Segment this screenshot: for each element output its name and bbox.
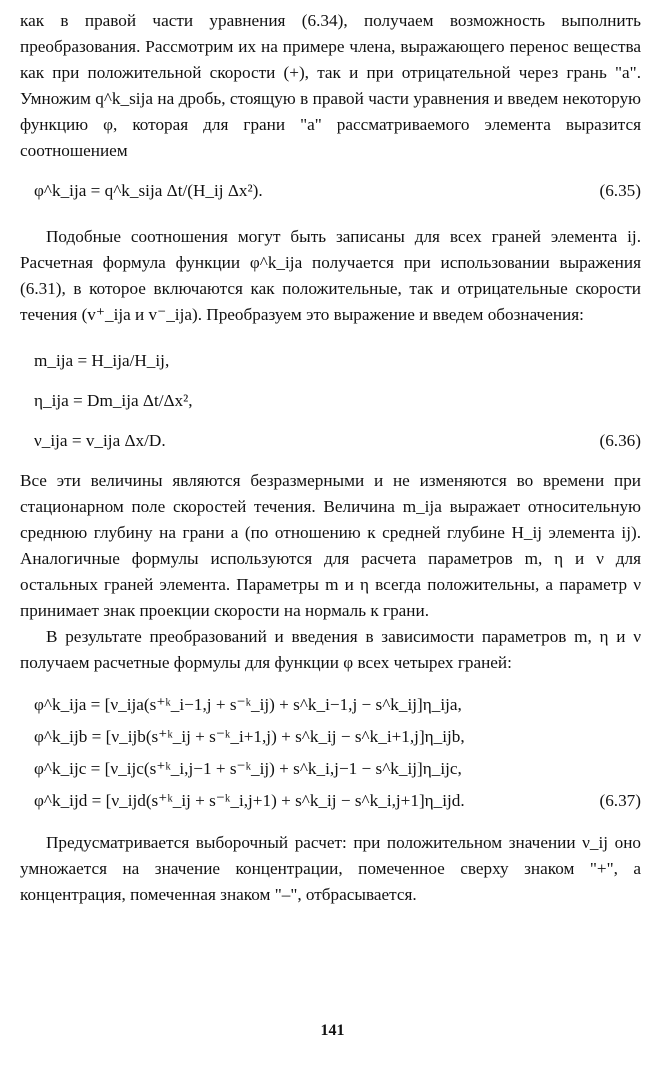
equation-6-37-face-c: φ^k_ijc = [ν_ijc(s⁺ᵏ_i,j−1 + s⁻ᵏ_ij) + s^k_i,j−1 − s^k_ij]η_ijc, xyxy=(34,759,462,778)
equation-6-36-m: m_ija = H_ija/H_ij, xyxy=(34,351,170,370)
equation-6-36-line-3 xyxy=(20,428,641,454)
equation-6-37-line-c xyxy=(20,754,641,784)
equation-6-37-line-b xyxy=(20,722,641,752)
equation-6-36-number: (6.36) xyxy=(599,431,641,450)
paragraph-dimensionless: Все эти величины являются безразмерными и не изменяются во времени при стационарном поле скоростей течения. Величина m_ija выражает относительную среднюю глубину на грани a (по отношению к средней глубине H_ij элемента ij). Аналогичные формулы используются для расчета параметров m, η и ν для остальных граней элемента. Параметры m и η всегда положительны, а параметр ν принимает знак проекции скорости на нормаль к грани. xyxy=(20,471,641,620)
equation-6-36-block xyxy=(20,348,641,454)
paragraph-faces: Подобные соотношения могут быть записаны для всех граней элемента ij. Расчетная формула функции φ^k_ija получается при использовании выражения (6.31), в которое включаются как положительные, так и отрицательные скорости течения (v⁺_ija и v⁻_ija). Преобразуем это выражение и введем обозначения: xyxy=(20,227,641,324)
equation-6-36-nu: ν_ija = v_ija Δx/D. xyxy=(34,431,166,450)
paragraph-formulas-intro: В результате преобразований и введения в зависимости параметров m, η и ν получаем расчетные формулы для функции φ всех четырех граней: xyxy=(20,627,641,672)
paragraph-intro: как в правой части уравнения (6.34), получаем возможность выполнить преобразования. Рассмотрим их на примере члена, выражающего перенос вещества как при положительной скорости (+), так и при отрицательной через грань "a". Умножим q^k_sija на дробь, стоящую в правой части уравнения и введем некоторую функцию φ, которая для грани "a" рассматриваемого элемента выразится соотношением xyxy=(20,11,641,160)
equation-6-37-face-b: φ^k_ijb = [ν_ijb(s⁺ᵏ_ij + s⁻ᵏ_i+1,j) + s^k_ij − s^k_i+1,j]η_ijb, xyxy=(34,727,465,746)
equation-6-36-line-2 xyxy=(20,388,641,414)
equation-6-37-face-a: φ^k_ija = [ν_ija(s⁺ᵏ_i−1,j + s⁻ᵏ_ij) + s^k_i−1,j − s^k_ij]η_ija, xyxy=(34,695,462,714)
equation-6-37-line-d xyxy=(20,786,641,816)
equation-6-36-line-1 xyxy=(20,348,641,374)
equation-6-37-face-d: φ^k_ijd = [ν_ijd(s⁺ᵏ_ij + s⁻ᵏ_i,j+1) + s^k_ij − s^k_i,j+1]η_ijd. xyxy=(34,791,465,810)
equation-6-35-number: (6.35) xyxy=(599,181,641,200)
equation-6-37-block xyxy=(20,690,641,816)
equation-6-36-eta: η_ija = Dm_ija Δt/Δx², xyxy=(34,391,193,410)
paragraph-selective-calc: Предусматривается выборочный расчет: при положительном значении ν_ij оно умножается на значение концентрации, помеченное сверху знаком "+", а концентрация, помеченная знаком "–", отбрасывается. xyxy=(20,833,641,904)
equation-6-37-line-a xyxy=(20,690,641,720)
equation-6-35-formula: φ^k_ija = q^k_sija Δt/(H_ij Δx²). xyxy=(34,181,263,200)
equation-6-37-number: (6.37) xyxy=(599,791,641,810)
page-number: 141 xyxy=(320,1022,345,1039)
equation-6-35 xyxy=(20,178,641,204)
